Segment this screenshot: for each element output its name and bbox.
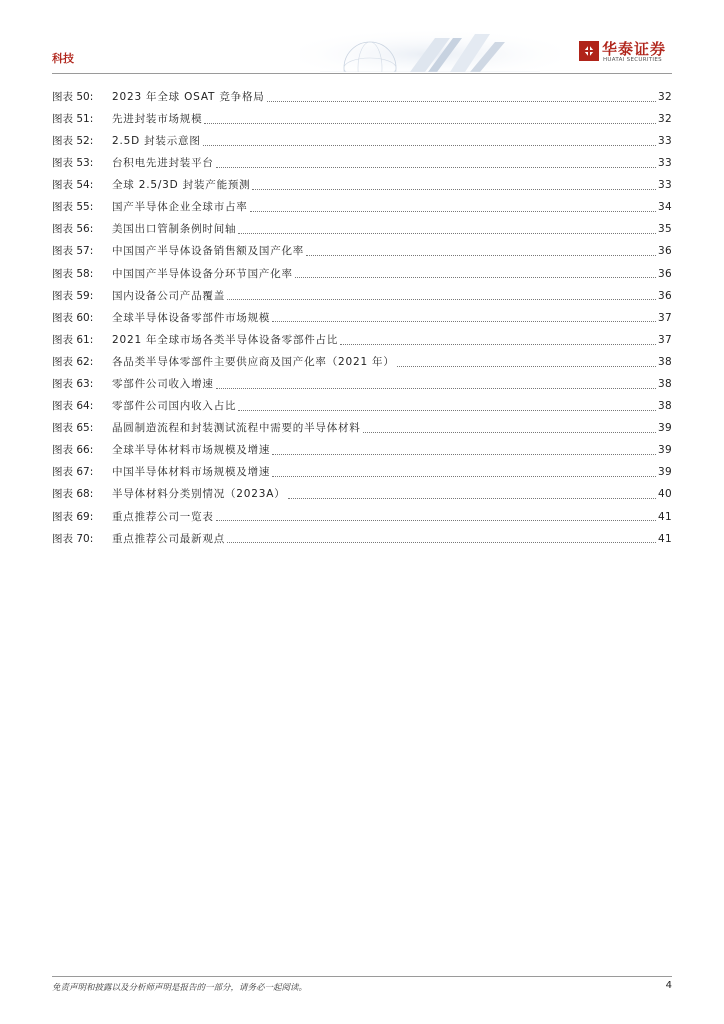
page-header bbox=[0, 0, 724, 78]
toc-row[interactable] bbox=[52, 351, 672, 373]
toc-figure-title[interactable]: 中国半导体材料市场规模及增速 bbox=[112, 466, 271, 479]
toc-row[interactable] bbox=[52, 108, 672, 130]
toc-row[interactable] bbox=[52, 528, 672, 550]
header-banner-art bbox=[300, 28, 560, 72]
toc-row[interactable] bbox=[52, 196, 672, 218]
page-number: 4 bbox=[665, 980, 672, 991]
toc-page-number[interactable]: 36 bbox=[658, 289, 672, 302]
toc-figure-label: 图表 55: bbox=[52, 201, 94, 214]
toc-figure-title[interactable]: 2021 年全球市场各类半导体设备零部件占比 bbox=[112, 333, 339, 346]
toc-figure-label: 图表 59: bbox=[52, 289, 94, 302]
section-label: 科技 bbox=[52, 52, 74, 65]
toc-leader-dots bbox=[216, 157, 656, 168]
toc-page-number[interactable]: 34 bbox=[658, 201, 672, 214]
toc-figure-label: 图表 53: bbox=[52, 157, 94, 170]
toc-leader-dots bbox=[203, 135, 656, 146]
toc-figure-label: 图表 60: bbox=[52, 311, 94, 324]
toc-figure-title[interactable]: 先进封装市场规模 bbox=[112, 112, 203, 125]
toc-row[interactable] bbox=[52, 440, 672, 462]
toc-figure-title[interactable]: 晶圆制造流程和封装测试流程中需要的半导体材料 bbox=[112, 422, 361, 435]
toc-page-number[interactable]: 36 bbox=[658, 245, 672, 258]
toc-page-number[interactable]: 38 bbox=[658, 355, 672, 368]
toc-figure-label: 图表 66: bbox=[52, 444, 94, 457]
toc-row[interactable] bbox=[52, 263, 672, 285]
toc-leader-dots bbox=[216, 510, 656, 521]
toc-page-number[interactable]: 33 bbox=[658, 134, 672, 147]
toc-figure-label: 图表 63: bbox=[52, 378, 94, 391]
toc-figure-title[interactable]: 2.5D 封装示意图 bbox=[112, 134, 201, 147]
toc-figure-title[interactable]: 中国国产半导体设备分环节国产化率 bbox=[112, 267, 293, 280]
toc-leader-dots bbox=[306, 245, 656, 256]
toc-row[interactable] bbox=[52, 307, 672, 329]
toc-leader-dots bbox=[397, 356, 656, 367]
toc-figure-title[interactable]: 台积电先进封装平台 bbox=[112, 157, 214, 170]
toc-page-number[interactable]: 37 bbox=[658, 311, 672, 324]
toc-figure-title[interactable]: 2023 年全球 OSAT 竞争格局 bbox=[112, 90, 265, 103]
toc-figure-label: 图表 50: bbox=[52, 90, 94, 103]
footer-disclaimer: 免责声明和披露以及分析师声明是报告的一部分，请务必一起阅读。 bbox=[52, 983, 308, 993]
toc-leader-dots bbox=[267, 91, 656, 102]
toc-figure-label: 图表 68: bbox=[52, 488, 94, 501]
toc-figure-label: 图表 61: bbox=[52, 333, 94, 346]
toc-row[interactable] bbox=[52, 86, 672, 108]
toc-row[interactable] bbox=[52, 285, 672, 307]
toc-leader-dots bbox=[227, 289, 656, 300]
toc-leader-dots bbox=[272, 311, 656, 322]
toc-leader-dots bbox=[238, 400, 656, 411]
toc-row[interactable] bbox=[52, 506, 672, 528]
toc-leader-dots bbox=[252, 179, 656, 190]
toc-figure-label: 图表 58: bbox=[52, 267, 94, 280]
toc-figure-title[interactable]: 半导体材料分类别情况（2023A） bbox=[112, 488, 286, 501]
toc-figure-label: 图表 57: bbox=[52, 245, 94, 258]
toc-leader-dots bbox=[272, 444, 656, 455]
toc-figure-title[interactable]: 国内设备公司产品覆盖 bbox=[112, 289, 225, 302]
toc-figure-label: 图表 67: bbox=[52, 466, 94, 479]
toc-page-number[interactable]: 36 bbox=[658, 267, 672, 280]
toc-figure-title[interactable]: 全球半导体设备零部件市场规模 bbox=[112, 311, 271, 324]
logo-text: 华泰证券 bbox=[602, 40, 667, 58]
toc-page-number[interactable]: 40 bbox=[658, 488, 672, 501]
toc-leader-dots bbox=[204, 113, 656, 124]
toc-page-number[interactable]: 33 bbox=[658, 157, 672, 170]
toc-figure-label: 图表 56: bbox=[52, 223, 94, 236]
toc-figure-label: 图表 70: bbox=[52, 532, 94, 545]
toc-page-number[interactable]: 37 bbox=[658, 333, 672, 346]
toc-figure-label: 图表 62: bbox=[52, 355, 94, 368]
toc-figure-label: 图表 54: bbox=[52, 179, 94, 192]
toc-page-number[interactable]: 35 bbox=[658, 223, 672, 236]
toc-page-number[interactable]: 38 bbox=[658, 378, 672, 391]
toc-page-number[interactable]: 32 bbox=[658, 90, 672, 103]
logo-mark-icon bbox=[578, 40, 600, 62]
toc-leader-dots bbox=[216, 378, 656, 389]
logo-subtext: HUATAI SECURITIES bbox=[603, 57, 662, 63]
footer-divider bbox=[52, 976, 672, 977]
toc-figure-title[interactable]: 零部件公司国内收入占比 bbox=[112, 400, 237, 413]
toc-figure-label: 图表 64: bbox=[52, 400, 94, 413]
company-logo bbox=[578, 38, 676, 68]
toc-leader-dots bbox=[295, 267, 656, 278]
toc-row[interactable] bbox=[52, 395, 672, 417]
toc-leader-dots bbox=[250, 201, 656, 212]
toc-figure-label: 图表 51: bbox=[52, 112, 94, 125]
figure-list bbox=[52, 86, 672, 550]
toc-row[interactable] bbox=[52, 241, 672, 263]
toc-leader-dots bbox=[288, 488, 657, 499]
toc-page-number[interactable]: 33 bbox=[658, 179, 672, 192]
toc-row[interactable] bbox=[52, 130, 672, 152]
toc-figure-title[interactable]: 国产半导体企业全球市占率 bbox=[112, 201, 248, 214]
toc-figure-title[interactable]: 重点推荐公司一览表 bbox=[112, 510, 214, 523]
toc-row[interactable] bbox=[52, 484, 672, 506]
toc-page-number[interactable]: 32 bbox=[658, 112, 672, 125]
header-divider bbox=[52, 73, 672, 74]
toc-figure-label: 图表 65: bbox=[52, 422, 94, 435]
toc-leader-dots bbox=[272, 466, 656, 477]
toc-figure-title[interactable]: 重点推荐公司最新观点 bbox=[112, 532, 225, 545]
toc-figure-title[interactable]: 零部件公司收入增速 bbox=[112, 378, 214, 391]
toc-page-number[interactable]: 39 bbox=[658, 444, 672, 457]
toc-row[interactable] bbox=[52, 417, 672, 439]
toc-row[interactable] bbox=[52, 462, 672, 484]
toc-leader-dots bbox=[238, 223, 656, 234]
toc-page-number[interactable]: 39 bbox=[658, 466, 672, 479]
toc-row[interactable] bbox=[52, 373, 672, 395]
toc-leader-dots bbox=[340, 334, 656, 345]
toc-figure-title[interactable]: 全球 2.5/3D 封装产能预测 bbox=[112, 179, 251, 192]
toc-figure-title[interactable]: 全球半导体材料市场规模及增速 bbox=[112, 444, 271, 457]
toc-page-number[interactable]: 41 bbox=[658, 510, 672, 523]
toc-page-number[interactable]: 38 bbox=[658, 400, 672, 413]
toc-page-number[interactable]: 41 bbox=[658, 532, 672, 545]
toc-leader-dots bbox=[227, 532, 656, 543]
toc-page-number[interactable]: 39 bbox=[658, 422, 672, 435]
toc-figure-title[interactable]: 中国国产半导体设备销售额及国产化率 bbox=[112, 245, 305, 258]
toc-row[interactable] bbox=[52, 152, 672, 174]
toc-figure-title[interactable]: 各品类半导体零部件主要供应商及国产化率（2021 年） bbox=[112, 355, 395, 368]
toc-row[interactable] bbox=[52, 174, 672, 196]
toc-figure-label: 图表 69: bbox=[52, 510, 94, 523]
toc-leader-dots bbox=[363, 422, 656, 433]
toc-row[interactable] bbox=[52, 329, 672, 351]
toc-figure-title[interactable]: 美国出口管制条例时间轴 bbox=[112, 223, 237, 236]
toc-figure-label: 图表 52: bbox=[52, 134, 94, 147]
toc-row[interactable] bbox=[52, 219, 672, 241]
